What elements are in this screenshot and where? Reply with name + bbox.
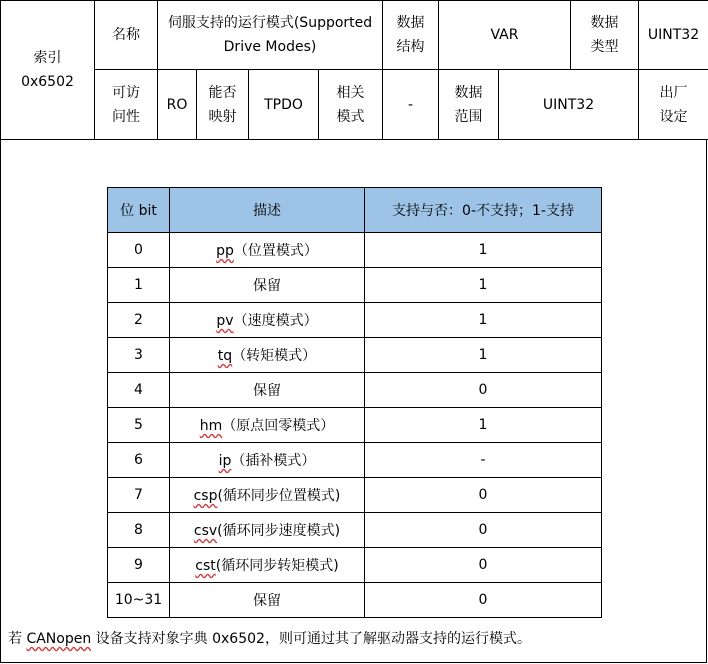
mappable-label: 能否映射 xyxy=(208,84,237,125)
range-label: 数据范围 xyxy=(454,84,483,125)
mode-description: （原点回零模式） xyxy=(222,418,335,434)
name-label-cell xyxy=(95,1,158,70)
mode-description: （转矩模式） xyxy=(232,348,317,364)
bit-table-header-row xyxy=(108,188,602,233)
object-header-table xyxy=(0,0,708,140)
range-value-cell xyxy=(499,70,639,140)
support-cell: 1 xyxy=(365,338,602,373)
mode-abbreviation: hm xyxy=(199,418,223,434)
support-cell: 1 xyxy=(365,303,602,338)
bit-table-row xyxy=(108,268,602,303)
bit-cell: 1 xyxy=(108,268,170,303)
mappable-value: TPDO xyxy=(264,96,303,113)
description-cell xyxy=(170,513,365,548)
range-label-cell xyxy=(439,70,499,140)
mode-description: (循环同步位置模式) xyxy=(217,488,341,504)
access-value-cell xyxy=(158,70,197,140)
mode-description: （插补模式） xyxy=(231,453,316,469)
mode-description: (循环同步转矩模式) xyxy=(215,558,339,574)
support-cell: 0 xyxy=(365,513,602,548)
mode-description: 保留 xyxy=(253,278,281,294)
description-cell xyxy=(170,303,365,338)
structure-label-cell xyxy=(383,1,439,70)
mode-abbreviation: ip xyxy=(218,453,232,469)
bit-cell: 6 xyxy=(108,443,170,478)
related-mode-label: 相关模式 xyxy=(336,84,365,125)
bit-cell: 7 xyxy=(108,478,170,513)
bit-cell: 10~31 xyxy=(108,583,170,618)
access-label: 可访问性 xyxy=(111,84,140,125)
bit-table-row xyxy=(108,583,602,618)
description-cell xyxy=(170,443,365,478)
description-cell xyxy=(170,478,365,513)
mappable-label-cell xyxy=(197,70,249,140)
bit-table-row xyxy=(108,233,602,268)
bit-table-row xyxy=(108,408,602,443)
mode-description: （位置模式） xyxy=(233,243,318,259)
bit-table-body xyxy=(108,233,602,618)
support-cell: 1 xyxy=(365,233,602,268)
bit-table-row xyxy=(108,513,602,548)
mode-abbreviation: tq xyxy=(217,348,233,364)
bit-cell: 2 xyxy=(108,303,170,338)
mode-abbreviation: pp xyxy=(216,243,234,259)
index-cell xyxy=(1,1,95,140)
access-value: RO xyxy=(166,96,188,113)
footnote-rest: 设备支持对象字典 0x6502，则可通过其了解驱动器支持的运行模式。 xyxy=(91,631,531,647)
bit-column-header: 位 bit xyxy=(108,188,170,233)
mode-description: （速度模式） xyxy=(233,313,318,329)
support-cell: 1 xyxy=(365,408,602,443)
default-label: 出厂设定 xyxy=(659,84,688,125)
support-column-header: 支持与否：0-不支持；1-支持 xyxy=(365,188,602,233)
range-value: UINT32 xyxy=(542,96,595,113)
support-cell: 1 xyxy=(365,268,602,303)
index-label: 索引 xyxy=(33,50,62,66)
bit-table-row xyxy=(108,478,602,513)
bit-cell: 4 xyxy=(108,373,170,408)
mode-abbreviation: csp xyxy=(193,488,218,504)
support-cell: 0 xyxy=(365,373,602,408)
type-label: 数据类型 xyxy=(590,15,619,55)
type-value-cell xyxy=(639,1,708,70)
description-cell xyxy=(170,233,365,268)
support-cell: 0 xyxy=(365,583,602,618)
name-value: 伺服支持的运行模式(Supported Drive Modes) xyxy=(167,15,373,55)
bit-table-row xyxy=(108,443,602,478)
support-cell: 0 xyxy=(365,478,602,513)
structure-value-cell xyxy=(439,1,571,70)
bit-table xyxy=(107,187,602,618)
bit-table-row xyxy=(108,303,602,338)
bit-cell: 9 xyxy=(108,548,170,583)
name-label: 名称 xyxy=(112,27,140,43)
description-cell xyxy=(170,583,365,618)
bit-cell: 5 xyxy=(108,408,170,443)
bit-table-row xyxy=(108,373,602,408)
bit-cell: 8 xyxy=(108,513,170,548)
support-cell: 0 xyxy=(365,548,602,583)
name-value-cell xyxy=(158,1,383,70)
type-label-cell xyxy=(571,1,639,70)
bit-table-row xyxy=(108,548,602,583)
structure-label: 数据结构 xyxy=(396,15,425,55)
related-mode-value-cell xyxy=(383,70,439,140)
structure-value: VAR xyxy=(490,27,519,43)
footnote xyxy=(8,628,698,650)
related-mode-value: - xyxy=(407,96,414,113)
type-value: UINT32 xyxy=(647,27,700,43)
bit-cell: 0 xyxy=(108,233,170,268)
description-cell xyxy=(170,408,365,443)
related-mode-label-cell xyxy=(319,70,383,140)
description-cell xyxy=(170,268,365,303)
mode-description: 保留 xyxy=(253,593,281,609)
description-cell xyxy=(170,338,365,373)
bit-table-row xyxy=(108,338,602,373)
mode-abbreviation: csv xyxy=(193,523,218,539)
mode-abbreviation: cst xyxy=(195,558,216,574)
mode-abbreviation: pv xyxy=(216,313,234,329)
mappable-value-cell xyxy=(249,70,319,140)
index-value: 0x6502 xyxy=(21,74,74,90)
access-label-cell xyxy=(95,70,158,140)
description-cell xyxy=(170,373,365,408)
mode-description: (循环同步速度模式) xyxy=(217,523,341,539)
default-label-cell xyxy=(639,70,708,140)
footnote-prefix: 若 xyxy=(8,631,27,647)
description-column-header: 描述 xyxy=(170,188,365,233)
description-cell xyxy=(170,548,365,583)
bit-cell: 3 xyxy=(108,338,170,373)
support-cell: - xyxy=(365,443,602,478)
footnote-canopen: CANopen xyxy=(26,631,92,647)
mode-description: 保留 xyxy=(253,383,281,399)
